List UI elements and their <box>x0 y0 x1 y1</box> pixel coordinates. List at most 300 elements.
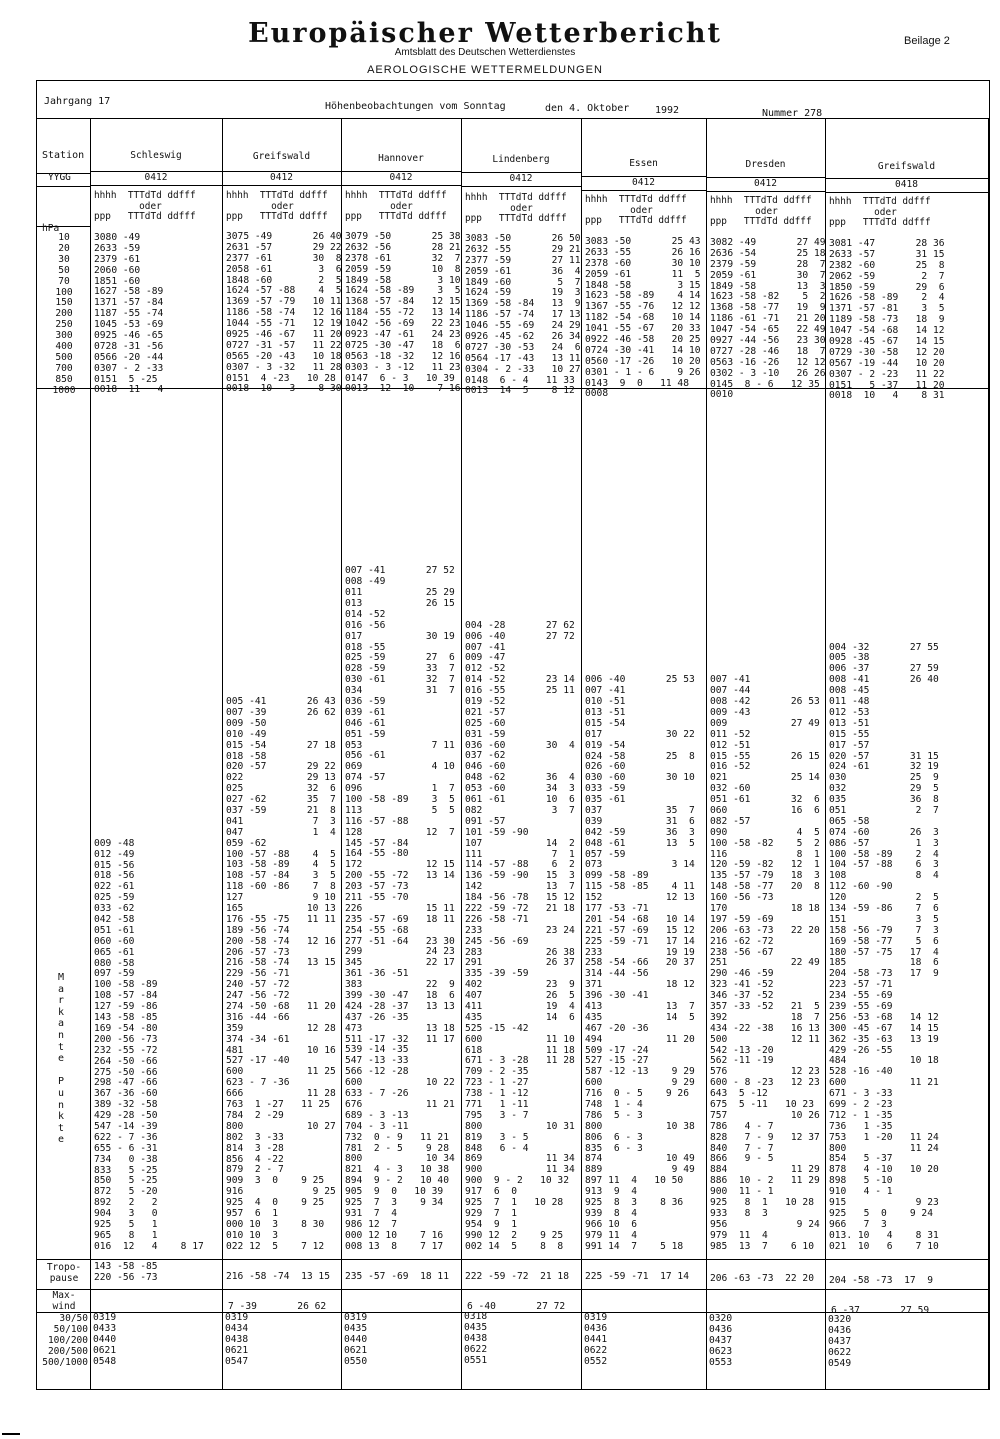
markante-letter: a <box>58 983 65 995</box>
significant-point-row: 473 13 18 <box>345 1022 455 1034</box>
standard-level-row: 2058 -61 3 6 <box>226 263 342 275</box>
significant-point-row: 247 -56 -72 <box>226 990 290 1002</box>
standard-level-row: 0151 5 -25 <box>94 373 158 385</box>
significant-point-row: 892 2 2 <box>94 1197 158 1209</box>
significant-point-row: 090 4 5 <box>710 826 820 838</box>
significant-point-row: 025 32 6 <box>226 783 336 795</box>
column-divider <box>222 118 223 1389</box>
significant-point-row: 025 -60 <box>465 717 506 729</box>
markante-letter: a <box>58 1018 65 1030</box>
significant-point-row: 108 8 4 <box>829 870 939 882</box>
station-name: Essen <box>629 158 658 169</box>
standard-level-row: 1627 -58 -89 <box>94 286 164 298</box>
significant-point-row: 389 -32 -58 <box>94 1099 158 1111</box>
shear-value: 0549 <box>828 1357 852 1369</box>
significant-point-row: 716 0 - 5 9 26 <box>585 1088 689 1100</box>
standard-level-row: 1047 -54 -68 14 12 <box>829 325 945 337</box>
standard-level-row: 0307 - 2 -33 <box>94 362 164 374</box>
sig-points-divider <box>36 1259 988 1260</box>
significant-point-row: 802 3 -33 <box>226 1131 284 1143</box>
significant-point-row: 013 -51 <box>585 706 626 718</box>
station-yygg-line <box>341 185 461 186</box>
shear-value: 0622 <box>464 1343 488 1355</box>
significant-point-row: 024 -61 32 19 <box>829 761 939 773</box>
significant-point-row: 622 - 7 -36 <box>94 1131 158 1143</box>
markante-letter: M <box>58 972 65 983</box>
significant-point-row: 015 -55 <box>829 728 870 740</box>
significant-point-row: 204 -58 -73 17 9 <box>829 968 939 980</box>
significant-point-row: 712 - 1 -35 <box>829 1109 893 1121</box>
standard-level-row: 1045 -53 -69 <box>94 319 164 331</box>
column-header-1: hhhh TTTdTd ddfff oder <box>345 190 447 212</box>
significant-point-row: 000 12 10 7 16 <box>345 1229 444 1241</box>
significant-point-row: 223 -57 -71 <box>829 979 893 991</box>
standard-level-row: 1047 -54 -65 22 49 <box>710 324 826 336</box>
significant-points-block <box>710 675 820 1252</box>
significant-point-row: 172 12 15 <box>345 859 455 871</box>
standard-levels-block <box>710 238 826 401</box>
standard-level-row: 1046 -55 -69 24 29 <box>465 320 581 332</box>
significant-point-row: 251 22 49 <box>710 957 820 969</box>
significant-point-row: 046 -61 <box>345 717 386 729</box>
significant-point-row: 007 -39 26 62 <box>226 706 336 718</box>
date-label: den 4. Oktober <box>545 103 630 114</box>
tropopause-value: 143 -58 -85 220 -56 -73 <box>94 1261 158 1283</box>
pressure-level-label: 30 <box>58 253 70 265</box>
markante-punkte-label <box>58 972 64 1146</box>
significant-point-row: 233 19 19 <box>585 946 695 958</box>
significant-point-row: 021 -57 <box>465 706 506 718</box>
standard-level-row: 0563 -18 -32 12 16 <box>345 350 461 362</box>
significant-point-row: 017 30 22 <box>585 728 695 740</box>
significant-point-row: 074 -57 <box>345 772 386 784</box>
significant-point-row: 053 -60 34 3 <box>465 783 575 795</box>
standard-level-row: 0302 - 3 -10 26 26 <box>710 367 826 379</box>
column-header-2: ppp TTTdTd ddfff <box>829 217 931 228</box>
significant-point-row: 323 -41 -52 <box>710 979 774 991</box>
significant-point-row: 800 10 38 <box>585 1120 695 1132</box>
significant-point-row: 786 5 - 3 <box>585 1109 643 1121</box>
significant-point-row: 015 -56 <box>94 859 135 871</box>
significant-point-row: 013 26 15 <box>345 597 455 609</box>
significant-point-row: 894 9 - 2 10 40 <box>345 1175 449 1187</box>
significant-point-row: 258 -54 -66 20 37 <box>585 957 695 969</box>
shear-value: 0437 <box>828 1335 852 1347</box>
significant-point-row: 623 - 7 -36 <box>226 1077 290 1089</box>
number-label: Nummer 278 <box>762 108 823 119</box>
significant-point-row: 028 -59 33 7 <box>345 663 455 675</box>
significant-point-row: 206 -57 -73 <box>226 946 290 958</box>
significant-point-row: 009 -48 <box>94 837 135 849</box>
significant-point-row: 240 -57 -72 <box>226 979 290 991</box>
significant-point-row: 528 -16 -40 <box>829 1066 893 1078</box>
yygg-label: YYGG <box>48 172 71 183</box>
pressure-level-label: 100 <box>55 286 73 298</box>
tropopause-value: 222 -59 -72 21 18 <box>465 1271 569 1282</box>
standard-level-row: 0727 -31 -57 11 22 <box>226 339 342 351</box>
significant-point-row: 254 -55 -68 <box>345 924 409 936</box>
significant-point-row: 786 4 - 7 <box>710 1120 774 1132</box>
significant-point-row: 435 14 5 <box>585 1011 695 1023</box>
significant-point-row: 103 -58 -89 4 5 <box>226 859 336 871</box>
significant-point-row: 007 -41 27 52 <box>345 565 455 577</box>
station-yygg: 0412 <box>389 172 413 183</box>
significant-point-row: 008 -42 26 53 <box>710 696 820 708</box>
significant-points-block <box>226 697 336 1252</box>
significant-point-row: 101 -59 -90 <box>465 826 529 838</box>
significant-point-row: 012 -52 <box>465 663 506 675</box>
significant-points-block <box>585 675 695 1252</box>
significant-point-row: 274 -50 -68 11 20 <box>226 1001 336 1013</box>
significant-point-row: 033 -62 <box>94 903 135 915</box>
significant-point-row: 006 -37 27 59 <box>829 663 939 675</box>
significant-point-row: 234 -55 -69 <box>829 990 893 1002</box>
standard-level-row: 2379 -61 <box>94 253 141 265</box>
markante-letter: u <box>58 1087 65 1099</box>
significant-point-row: 069 4 10 <box>345 761 455 773</box>
significant-point-row: 005 -41 26 43 <box>226 696 336 708</box>
shear-value: 0436 <box>828 1324 852 1336</box>
standard-levels-block <box>94 233 163 396</box>
significant-point-row: 850 5 -25 <box>94 1175 158 1187</box>
significant-point-row: 184 -56 -78 15 12 <box>465 892 575 904</box>
significant-point-row: 004 -28 27 62 <box>465 619 575 631</box>
significant-point-row: 600 10 22 <box>345 1077 455 1089</box>
significant-point-row: 018 -58 <box>226 750 267 762</box>
significant-point-row: 015 -55 26 15 <box>710 750 820 762</box>
significant-point-row: 909 3 0 9 25 <box>226 1175 325 1187</box>
significant-point-row: 007 -41 <box>465 641 506 653</box>
significant-point-row: 264 -50 -66 <box>94 1055 158 1067</box>
significant-point-row: 371 18 12 <box>585 979 695 991</box>
significant-point-row: 061 -61 10 6 <box>465 794 575 806</box>
significant-point-row: 005 -38 <box>829 652 870 664</box>
significant-point-row: 180 -57 -75 17 4 <box>829 946 939 958</box>
significant-point-row: 035 -61 <box>585 794 626 806</box>
maxwind-value: 6 -40 27 72 <box>467 1301 566 1312</box>
significant-point-row: 142 13 7 <box>465 881 575 893</box>
standard-level-row: 1624 -59 19 3 <box>465 287 581 299</box>
standard-level-row: 1371 -57 -81 3 5 <box>829 303 945 315</box>
significant-point-row: 019 -52 <box>465 696 506 708</box>
significant-point-row: 027 -62 35 7 <box>226 794 336 806</box>
standard-level-row: 3083 -50 25 43 <box>585 236 701 247</box>
standard-level-row: 1368 -57 -84 12 15 <box>345 296 461 308</box>
column-divider <box>706 118 707 1389</box>
significant-point-row: 854 5 -37 <box>829 1153 893 1165</box>
standard-level-row: 1189 -58 -73 18 9 <box>829 314 945 326</box>
significant-point-row: 201 -54 -68 10 14 <box>585 913 695 925</box>
shear-block <box>344 1313 367 1367</box>
significant-point-row: 189 -56 -74 <box>226 924 290 936</box>
standard-level-row: 2377 -59 27 11 <box>465 254 581 266</box>
shear-level-label: 30/50 <box>59 1313 88 1324</box>
significant-point-row: 898 5 -10 <box>829 1175 893 1187</box>
significant-point-row: 099 -58 -89 <box>585 870 649 882</box>
significant-point-row: 800 11 24 <box>829 1142 939 1154</box>
significant-point-row: 784 2 -29 <box>226 1109 284 1121</box>
column-header-2: ppp TTTdTd ddfff <box>585 215 687 226</box>
shear-value: 0319 <box>584 1312 608 1323</box>
shear-value: 0320 <box>828 1314 852 1325</box>
significant-point-row: 781 2 - 5 9 28 <box>345 1142 449 1154</box>
significant-point-row: 030 -61 32 7 <box>345 674 455 686</box>
tropopause-value: 235 -57 -69 18 11 <box>345 1271 449 1282</box>
station-name-line <box>581 176 706 177</box>
significant-point-row: 361 -36 -51 <box>345 968 409 980</box>
markante-letter: t <box>58 1122 65 1134</box>
shear-level-label: 200/500 <box>47 1345 88 1357</box>
column-divider <box>461 118 462 1389</box>
significant-point-row: 013 -51 <box>829 717 870 729</box>
significant-points-block <box>829 643 939 1253</box>
significant-point-row: 200 -56 -73 <box>94 1033 158 1045</box>
significant-point-row: 108 -57 -84 <box>94 990 158 1002</box>
significant-point-row: 035 36 8 <box>829 794 939 806</box>
significant-point-row: 047 1 4 <box>226 826 336 838</box>
significant-point-row: 009 27 49 <box>710 717 820 729</box>
significant-point-row: 734 0 -38 <box>94 1153 158 1165</box>
significant-point-row: 104 -57 -88 6 3 <box>829 859 939 871</box>
significant-point-row: 165 10 13 <box>226 903 336 915</box>
report-title: Europäischer Wetterbericht <box>248 18 722 49</box>
significant-point-row: 019 -54 <box>585 739 626 751</box>
significant-point-row: 509 -17 -24 <box>585 1044 649 1056</box>
significant-point-row: 008 13 8 7 17 <box>345 1240 444 1252</box>
significant-point-row: 402 23 9 <box>465 979 575 991</box>
significant-point-row: 096 1 7 <box>345 783 455 795</box>
significant-point-row: 021 10 6 7 10 <box>829 1240 939 1252</box>
significant-point-row: 080 -58 <box>94 957 135 969</box>
pressure-level-label: 400 <box>55 341 73 352</box>
standard-level-row: 3081 -47 28 36 <box>829 238 945 249</box>
column-header-2: ppp TTTdTd ddfff <box>710 216 812 227</box>
significant-point-row: 913 9 4 <box>585 1186 637 1198</box>
significant-point-row: 872 5 -20 <box>94 1186 158 1198</box>
column-header-1: hhhh TTTdTd ddfff oder <box>465 192 567 214</box>
significant-point-row: 821 4 - 3 10 38 <box>345 1164 449 1176</box>
standard-level-row: 0145 8 - 6 12 35 <box>710 378 820 390</box>
significant-point-row: 929 7 1 <box>465 1207 517 1219</box>
column-divider <box>581 118 582 1389</box>
significant-point-row: 897 11 4 10 50 <box>585 1175 684 1187</box>
standard-level-row: 1623 -58 -89 4 14 <box>585 290 701 302</box>
significant-point-row: 007 -41 <box>710 674 751 686</box>
significant-point-row: 566 -12 -28 <box>345 1066 409 1078</box>
station-yygg-line <box>825 192 988 193</box>
shear-value: 0438 <box>464 1332 488 1344</box>
significant-point-row: 869 11 34 <box>465 1153 575 1165</box>
significant-point-row: 676 11 21 <box>345 1098 455 1110</box>
pressure-level-label: 20 <box>58 242 70 254</box>
shear-value: 0550 <box>344 1355 368 1367</box>
significant-point-row: 031 -59 <box>465 728 506 740</box>
significant-point-row: 200 -58 -74 12 16 <box>226 935 336 947</box>
standard-level-row: 2379 -59 28 7 <box>710 258 826 270</box>
standard-level-row: 0304 - 2 -33 10 27 <box>465 363 581 375</box>
significant-point-row: 925 8 3 8 36 <box>585 1197 684 1209</box>
pressure-level-label: 250 <box>55 319 73 331</box>
significant-point-row: 434 -22 -38 16 13 <box>710 1022 820 1034</box>
significant-point-row: 170 18 18 <box>710 903 820 914</box>
significant-point-row: 013. 10 4 8 31 <box>829 1229 939 1241</box>
column-header-1: hhhh TTTdTd ddfff oder <box>829 196 931 218</box>
shear-value: 0547 <box>225 1355 249 1367</box>
column-header-2: ppp TTTdTd ddfff <box>345 211 447 222</box>
significant-point-row: 226 -58 -71 <box>465 913 529 925</box>
significant-point-row: 012 -53 <box>829 706 870 718</box>
significant-point-row: 197 -59 -69 <box>710 913 774 925</box>
significant-point-row: 145 -57 -84 <box>345 837 409 849</box>
significant-point-row: 819 3 - 5 <box>465 1131 529 1143</box>
significant-point-row: 367 -36 -60 <box>94 1088 158 1100</box>
significant-point-row: 833 5 -25 <box>94 1164 158 1176</box>
station-name: Dresden <box>745 159 786 170</box>
station-yygg: 0412 <box>509 173 533 184</box>
standard-level-row: 3080 -49 <box>94 232 141 243</box>
standard-level-row: 1368 -58 -77 19 9 <box>710 302 826 314</box>
significant-point-row: 359 12 28 <box>226 1022 336 1034</box>
standard-level-row: 0018 11 4 <box>94 384 164 396</box>
significant-point-row: 100 -58 -82 5 2 <box>710 837 820 849</box>
significant-point-row: 143 -58 -85 <box>94 1012 158 1024</box>
significant-point-row: 203 -57 -73 <box>345 881 409 893</box>
significant-point-row: 925 7 1 10 28 <box>465 1197 564 1208</box>
significant-point-row: 856 4 -22 <box>226 1153 284 1165</box>
standard-level-row: 1182 -54 -68 10 14 <box>585 312 701 324</box>
significant-point-row: 753 1 -20 11 24 <box>829 1131 939 1143</box>
significant-point-row: 033 -59 <box>585 783 626 795</box>
report-section: AEROLOGISCHE WETTERMELDUNGEN <box>367 64 603 76</box>
markante-letter: n <box>58 1029 65 1041</box>
standard-level-row: 0563 -16 -26 12 12 <box>710 356 826 368</box>
shear-value: 0319 <box>225 1312 249 1323</box>
significant-point-row: 357 -33 -52 21 5 <box>710 1001 820 1013</box>
significant-point-row: 800 10 34 <box>345 1153 455 1165</box>
column-divider <box>90 118 91 1389</box>
pressure-level-label: 50 <box>58 264 70 276</box>
significant-point-row: 316 -44 -66 <box>226 1011 290 1023</box>
standard-level-row: 0018 10 3 8 30 <box>226 383 342 395</box>
shear-value: 0622 <box>584 1344 608 1356</box>
standard-level-row: 0922 -46 -58 20 25 <box>585 334 701 346</box>
significant-point-row: 006 -40 25 53 <box>585 674 695 686</box>
significant-point-row: 771 1 -11 <box>465 1098 529 1110</box>
station-name-line <box>341 171 461 172</box>
column-header-2: ppp TTTdTd ddfff <box>94 211 196 222</box>
pressure-level-label: 70 <box>58 275 70 287</box>
shear-level-label: 50/100 <box>53 1323 88 1335</box>
standard-level-row: 0013 12 10 7 16 <box>345 383 461 395</box>
significant-point-row: 176 -55 -75 11 11 <box>226 913 336 925</box>
significant-point-row: 917 6 0 <box>465 1186 517 1198</box>
significant-point-row: 392 18 7 <box>710 1011 820 1023</box>
significant-point-row: 039 -61 <box>345 706 386 718</box>
shear-level-label: 500/1000 <box>42 1356 88 1368</box>
significant-point-row: 878 4 -10 10 20 <box>829 1164 939 1176</box>
significant-point-row: 060 -60 <box>94 935 135 947</box>
station-name: Schleswig <box>130 150 182 161</box>
significant-point-row: 800 10 31 <box>465 1120 575 1132</box>
standard-level-row: 1044 -55 -71 12 19 <box>226 318 342 330</box>
standard-level-row: 0565 -20 -43 10 18 <box>226 350 342 362</box>
shear-value: 0318 <box>464 1311 488 1322</box>
significant-point-row: 704 - 3 -11 <box>345 1120 409 1132</box>
significant-point-row: 039 31 6 <box>585 815 695 827</box>
significant-point-row: 484 10 18 <box>829 1055 939 1067</box>
standard-level-row: 1849 -58 3 10 <box>345 274 461 286</box>
significant-point-row: 925 5 1 <box>94 1218 158 1230</box>
significant-point-row: 036 -59 <box>345 695 386 707</box>
significant-point-row: 383 22 9 <box>345 979 455 991</box>
standard-level-row: 0564 -17 -43 13 11 <box>465 352 581 364</box>
significant-point-row: 547 -13 -33 <box>345 1055 409 1067</box>
tropopause-value: 216 -58 -74 13 15 <box>226 1271 330 1282</box>
markante-letter <box>58 1065 64 1077</box>
standard-level-row: 2059 -59 10 8 <box>345 263 461 275</box>
shear-value: 0553 <box>709 1356 733 1368</box>
markante-letter: n <box>58 1099 65 1111</box>
shear-value: 0621 <box>93 1344 117 1356</box>
significant-point-row: 900 11 34 <box>465 1164 575 1176</box>
standard-level-row: 1849 -58 13 3 <box>710 280 826 292</box>
significant-point-row: 235 -57 -69 18 11 <box>345 913 455 925</box>
shear-block <box>709 1314 732 1368</box>
significant-point-row: 828 7 - 9 12 37 <box>710 1131 820 1143</box>
significant-point-row: 396 -30 -41 <box>585 990 649 1002</box>
significant-point-row: 056 -61 <box>345 750 386 762</box>
significant-point-row: 511 -17 -32 11 17 <box>345 1033 455 1045</box>
significant-point-row: 239 -55 -69 <box>829 1000 893 1012</box>
standard-level-row: 0925 -46 -67 11 20 <box>226 329 342 341</box>
significant-point-row: 100 -58 -89 3 5 <box>345 794 455 805</box>
standard-level-row: 2059 -61 11 5 <box>585 268 701 280</box>
significant-point-row: 407 26 5 <box>465 990 575 1002</box>
significant-point-row: 151 3 5 <box>829 913 939 925</box>
significant-point-row: 012 -51 <box>710 739 751 751</box>
station-name: Greifswald <box>252 151 311 162</box>
significant-point-row: 806 6 - 3 <box>585 1131 643 1143</box>
significant-point-row: 933 8 3 <box>710 1207 768 1219</box>
column-header-2: ppp TTTdTd ddfff <box>226 211 328 222</box>
shear-value: 0440 <box>344 1333 368 1345</box>
significant-point-row: 699 - 2 -23 <box>829 1099 893 1110</box>
standard-level-row: 1624 -57 -88 4 5 <box>226 285 342 297</box>
shear-block <box>225 1313 248 1367</box>
significant-point-row: 643 5 -12 <box>710 1088 768 1100</box>
significant-point-row: 000 10 3 8 30 <box>226 1218 325 1230</box>
significant-point-row: 600 11 25 <box>226 1066 336 1078</box>
significant-point-row: 600 - 8 -23 12 23 <box>710 1077 820 1089</box>
pressure-level-label: 10 <box>58 232 70 243</box>
significant-point-row: 026 -60 <box>585 761 626 773</box>
significant-point-row: 905 9 0 10 39 <box>345 1186 444 1198</box>
significant-point-row: 618 11 18 <box>465 1044 575 1056</box>
significant-point-row: 016 -56 <box>345 619 386 631</box>
station-name: Lindenberg <box>492 154 550 165</box>
significant-point-row: 411 19 4 <box>465 1000 575 1012</box>
supplement-label: Beilage 2 <box>904 35 950 47</box>
standard-level-row: 1371 -57 -84 <box>94 297 164 309</box>
significant-point-row: 966 7 3 <box>829 1218 887 1230</box>
significant-point-row: 011 -48 <box>829 696 870 708</box>
shear-value: 0621 <box>344 1344 368 1356</box>
significant-point-row: 164 -55 -80 <box>345 848 409 860</box>
standard-level-row: 0143 9 0 11 48 <box>585 377 689 389</box>
significant-point-row: 874 10 49 <box>585 1153 695 1165</box>
significant-point-row: 275 -50 -66 <box>94 1066 158 1078</box>
markante-letter: P <box>58 1076 65 1088</box>
